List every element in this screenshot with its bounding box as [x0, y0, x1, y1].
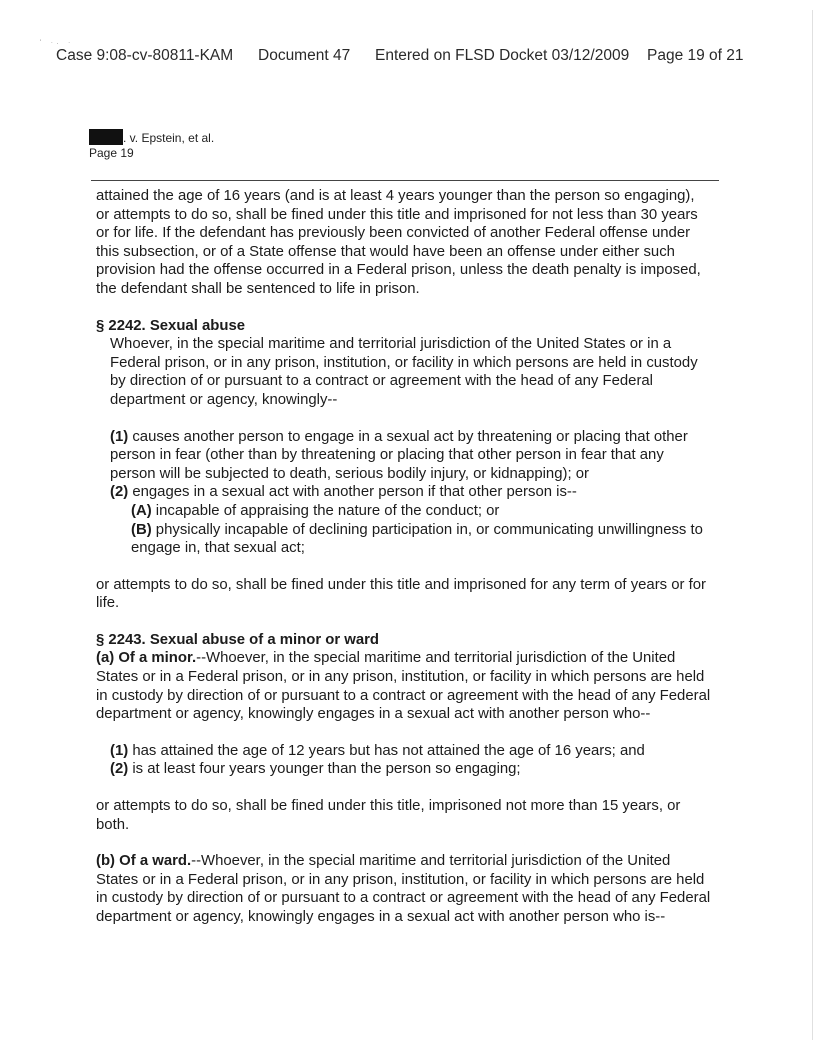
header-divider [91, 180, 719, 181]
section-2242-heading: § 2242. Sexual abuse [96, 317, 246, 334]
document-body [96, 187, 711, 927]
case-caption [89, 129, 214, 161]
section-2243-subsection-a: (a) Of a minor.--Whoever, in the special maritime and territorial jurisdiction of the United States or in a Federal prison, or in any prison, institution, or facility in which persons are held in custody by direction of or pursuant to a contract or agreement with the head of any Federal department or agency, knowingly engages in a sexual act with another person who-- [96, 650, 711, 723]
section-2242-item-1: (1) causes another person to engage in a sexual act by threatening or placing that other person in fear (other than by threatening or placing that other person in fear that any person will be subjected to death, serious bodily injury, or kidnapping); or [110, 428, 688, 482]
section-2242-penalty: or attempts to do so, shall be fined under this title and imprisoned for any term of years or for life. [96, 576, 706, 612]
scan-specks: ' ·. · [40, 40, 75, 46]
document-number: Document 47 [258, 47, 351, 64]
scan-edge-line [812, 10, 813, 1040]
caption-title-line [89, 129, 214, 146]
entered-date: Entered on FLSD Docket 03/12/2009 [375, 47, 630, 64]
caption-title: . v. Epstein, et al. [123, 131, 215, 145]
section-2242-item-B: (B) physically incapable of declining participation in, or communicating unwillingness to engage in, that sexual act; [131, 521, 703, 557]
continuation-paragraph: attained the age of 16 years (and is at least 4 years younger than the person so engaging), or attempts to do so, shall be fined under this title and imprisoned for not less than 30 years or for life. If the defendant has previously been convicted of another Federal offense under this subsection, or of a State offense that would have been an offense under either such provision had the offense occurred in a Federal prison, unless the death penalty is imposed, the defendant shall be sentenced to life in prison. [96, 188, 701, 297]
section-2242-item-2: (2) engages in a sexual act with another person if that other person is-- [110, 484, 577, 501]
section-2242-intro: Whoever, in the special maritime and territorial jurisdiction of the United States or in a Federal prison, or in any prison, institution, or facility in which persons are held in custody by direction of or pursuant to a contract or agreement with the head of any Federal department or agency, knowingly-- [110, 336, 698, 408]
section-2243-item-2: (2) is at least four years younger than the person so engaging; [110, 761, 521, 778]
section-2243-penalty: or attempts to do so, shall be fined under this title, imprisoned not more than 15 years, or both. [96, 798, 681, 833]
redaction-block [89, 129, 123, 145]
page-number: Page 19 of 21 [647, 47, 744, 64]
caption-page: Page 19 [89, 146, 134, 160]
section-2243-item-1: (1) has attained the age of 12 years but has not attained the age of 16 years; and [110, 742, 645, 759]
section-2242-item-A: (A) incapable of appraising the nature of the conduct; or [131, 502, 500, 519]
case-number: Case 9:08-cv-80811-KAM [56, 47, 234, 64]
section-2243-heading: § 2243. Sexual abuse of a minor or ward [96, 631, 380, 648]
section-2243-subsection-b: (b) Of a ward.--Whoever, in the special maritime and territorial jurisdiction of the United States or in a Federal prison, or in any prison, institution, or facility in which persons are held in custody by direction of or pursuant to a contract or agreement with the head of any Federal department or agency, knowingly engages in a sexual act with another person who is-- [96, 853, 711, 925]
